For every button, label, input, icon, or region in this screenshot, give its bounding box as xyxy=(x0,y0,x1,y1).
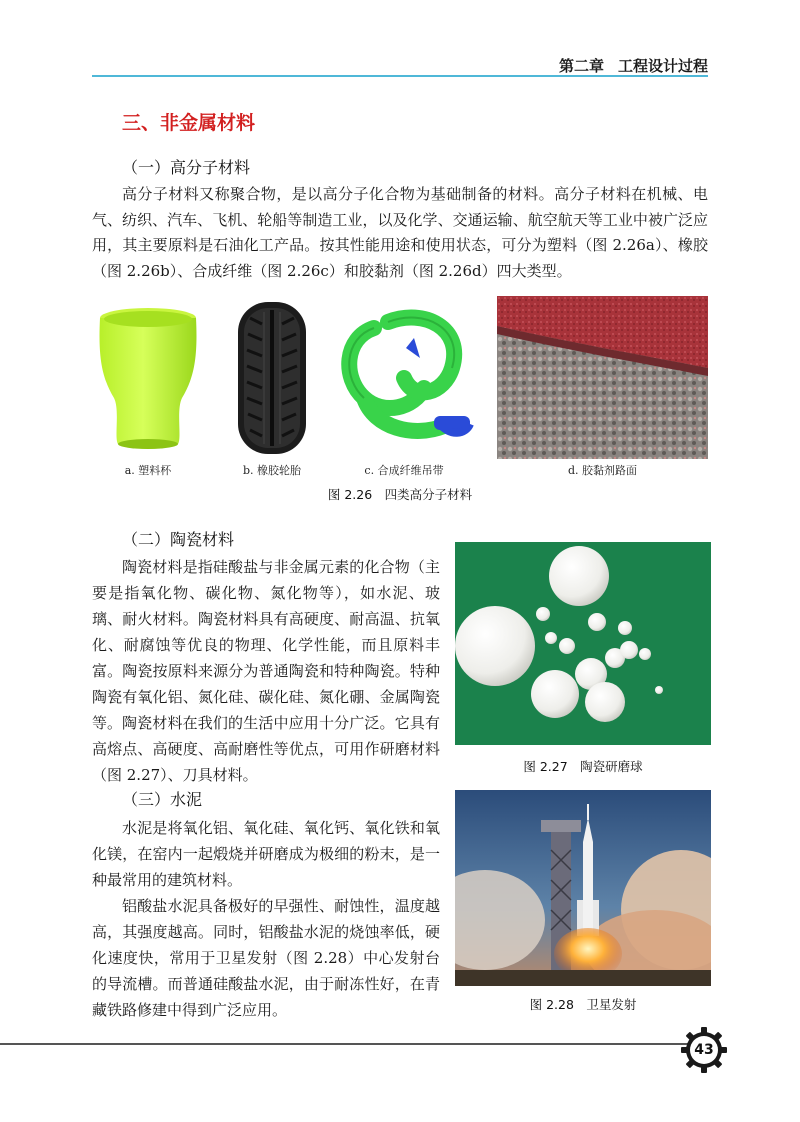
cement-paragraph-1: 水泥是将氧化铝、氧化硅、氧化钙、氧化铁和氧化镁，在窑内一起煅烧并研磨成为极细的粉末，是一种最常用的建筑材料。 xyxy=(92,819,440,889)
adhesive-pavement-image xyxy=(497,296,708,459)
fiber-sling-image xyxy=(334,298,474,458)
ceramic-paragraph-1: 陶瓷材料是指硅酸盐与非金属元素的化合物（主要是指氧化物、碳化物、氮化物等），如水泥、玻璃、耐火材料。陶瓷材料具有高硬度、耐高温、抗氧化、耐腐蚀等优良的物理、化学性能，而且原料丰富。陶瓷按原料来源分为普通陶瓷和特种陶瓷。特种陶瓷有氧化铝、氮化硅、碳化硅、氮化硼、金属陶瓷等。 xyxy=(92,558,440,732)
caption-a: a. 塑料杯 xyxy=(124,464,172,477)
figure-2-28-caption: 图 2.28 卫星发射 xyxy=(529,997,637,1012)
page-number: 43 xyxy=(694,1042,714,1058)
ceramic-heading: （二）陶瓷材料 xyxy=(122,530,235,549)
polymer-heading: （一）高分子材料 xyxy=(122,158,251,177)
polymer-paragraph: 高分子材料又称聚合物，是以高分子化合物为基础制备的材料。高分子材料在机械、电气、纺织、汽车、飞机、轮船等制造工业，以及化学、交通运输、航空航天等工业中被广泛应用，其主要原料是石油化工产品。按其性能用途和使用状态，可分为塑料（图 2.26a）、橡胶（图 2.26b）、合成纤维（图 2.26c）和胶黏剂（图 2.26d）四大类型。 xyxy=(92,185,708,280)
header-title: 工程设计过程 xyxy=(617,57,708,75)
header-rule xyxy=(92,75,708,77)
cement-heading: （三）水泥 xyxy=(122,790,203,809)
footer-rule xyxy=(0,1043,690,1045)
ceramic-balls-image xyxy=(455,542,711,745)
header-chapter: 第二章 xyxy=(558,57,604,75)
running-header xyxy=(559,55,708,76)
caption-b: b. 橡胶轮胎 xyxy=(242,464,302,477)
section-title: 三、非金属材料 xyxy=(122,112,256,134)
satellite-launch-image xyxy=(455,790,711,986)
rubber-tire-image xyxy=(232,298,312,458)
cement-paragraph-2: 铝酸盐水泥具备极好的早强性、耐蚀性，温度越高，其强度越高。同时，铝酸盐水泥的烧蚀率低，硬化速度快，常用于卫星发射（图 2.28）中心发射台的导流槽。而普通硅酸盐水泥，由于耐冻性好，在青藏铁路修建中得到广泛应用。 xyxy=(92,897,440,1019)
figure-2-26-caption: 图 2.26 四类高分子材料 xyxy=(327,487,473,502)
caption-d: d. 胶黏剂路面 xyxy=(567,464,638,477)
caption-c: c. 合成纤维吊带 xyxy=(364,464,444,477)
ceramic-paragraph-2: 陶瓷材料在我们的生活中应用十分广泛。它具有高熔点、高硬度、高耐磨性等优点，可用作研磨材料（图 2.27）、刀具材料。 xyxy=(92,714,440,784)
figure-2-27-caption: 图 2.27 陶瓷研磨球 xyxy=(523,759,643,774)
plastic-cup-image xyxy=(92,298,204,458)
